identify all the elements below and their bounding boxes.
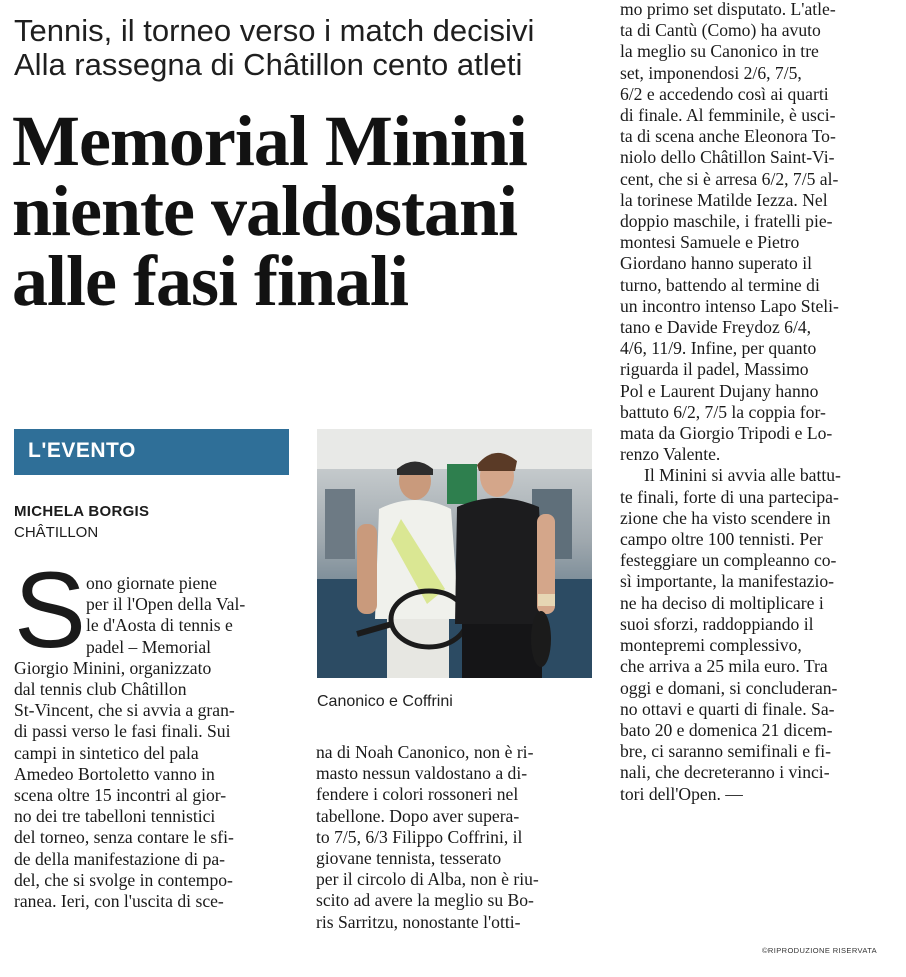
text-line: scito ad avere la meglio su Bo- — [316, 890, 534, 911]
text-line: ta di scena anche Eleonora To- — [620, 126, 836, 147]
text-line: tano e Davide Freydoz 6/4, — [620, 317, 812, 338]
text-line: le d'Aosta di tennis e — [86, 615, 233, 636]
text-line: un incontro intenso Lapo Steli- — [620, 295, 839, 316]
text-line: masto nessun valdostano a di- — [316, 763, 528, 784]
text-line: del, che si svolge in contempo- — [14, 869, 233, 890]
text-line: no dei tre tabelloni tennistici — [14, 806, 216, 827]
article-column-1 — [14, 573, 289, 912]
headline — [12, 101, 602, 321]
text-line: ranea. Ieri, con l'uscita di sce- — [14, 891, 224, 912]
text-line: ono giornate piene — [86, 573, 217, 593]
text-line: Pol e Laurent Dujany hanno — [620, 380, 819, 401]
dateline: CHÂTILLON — [14, 524, 99, 541]
text-line: zione che ha visto scendere in — [620, 507, 831, 528]
text-line: bato 20 e domenica 21 dicem- — [620, 719, 833, 740]
text-line: ta di Cantù (Como) ha avuto — [620, 20, 821, 41]
text-line: campo oltre 100 tennisti. Per — [620, 529, 823, 550]
text-line: campi in sintetico del pala — [14, 742, 199, 763]
text-line: ne ha deciso di moltiplicare i — [620, 592, 824, 613]
text-line: di finale. Al femminile, è usci- — [620, 105, 836, 126]
text-line: per il l'Open della Val- — [86, 594, 246, 615]
text-line: suoi sforzi, raddoppiando il — [620, 613, 814, 634]
headline-line: niente valdostani — [12, 171, 518, 251]
text-line: nali, che decreteranno i vinci- — [620, 762, 830, 783]
text-line: 4/6, 11/9. Infine, per quanto — [620, 338, 817, 359]
text-line: di passi verso le fasi finali. Sui — [14, 721, 231, 742]
text-line: Amedeo Bortoletto vanno in — [14, 763, 215, 784]
rubric-label: L'EVENTO — [28, 439, 136, 462]
text-line: montepremi complessivo, — [620, 635, 802, 656]
text-line: de della manifestazione di pa- — [14, 848, 226, 869]
photo-caption: Canonico e Coffrini — [317, 693, 453, 710]
text-line: renzo Valente. — [620, 444, 721, 465]
text-line: na di Noah Canonico, non è ri- — [316, 742, 534, 762]
copyright-notice: ©RIPRODUZIONE RISERVATA — [762, 946, 878, 955]
text-line: mo primo set disputato. L'atle- — [620, 0, 836, 19]
text-line: del torneo, senza contare le sfi- — [14, 827, 234, 848]
text-line: niolo dello Châtillon Saint-Vi- — [620, 147, 835, 168]
text-line: sì importante, la manifestazio- — [620, 571, 834, 592]
text-line: to 7/5, 6/3 Filippo Coffrini, il — [316, 826, 523, 847]
photo-illustration — [317, 429, 592, 678]
text-line: bre, ci saranno semifinali e fi- — [620, 741, 832, 762]
text-line: Giorgio Minini, organizzato — [14, 657, 212, 678]
text-line: Il Minini si avvia alle battu- — [644, 465, 841, 486]
byline — [14, 501, 149, 543]
article-column-3 — [620, 0, 900, 805]
kicker-line: Alla rassegna di Châtillon cento atleti — [14, 47, 523, 82]
text-line: turno, battendo al termine di — [620, 274, 820, 295]
text-line: Giordano hanno superato il — [620, 253, 813, 274]
headline-line: Memorial Minini — [12, 101, 527, 181]
text-line: dal tennis club Châtillon — [14, 679, 187, 700]
text-line: te finali, forte di una partecipa- — [620, 486, 839, 507]
text-line: 6/2 e accedendo così ai quarti — [620, 83, 829, 104]
text-line: giovane tennista, tesserato — [316, 848, 502, 869]
text-line: per il circolo di Alba, non è riu- — [316, 869, 539, 890]
text-line: tabellone. Dopo aver supera- — [316, 805, 520, 826]
text-line: ris Sarritzu, nonostante l'otti- — [316, 911, 521, 932]
text-line: set, imponendosi 2/6, 7/5, — [620, 62, 802, 83]
text-line: la meglio su Canonico in tre — [620, 41, 819, 62]
article-column-2 — [316, 742, 593, 933]
text-line: cent, che si è arresa 6/2, 7/5 al- — [620, 168, 839, 189]
author-name: MICHELA BORGIS — [14, 503, 150, 520]
text-line: montesi Samuele e Pietro — [620, 232, 800, 253]
text-line: mata da Giorgio Tripodi e Lo- — [620, 423, 833, 444]
headline-line: alle fasi finali — [12, 241, 408, 321]
section-rubric — [14, 429, 289, 475]
text-line: festeggiare un compleanno co- — [620, 550, 837, 571]
text-line: battuto 6/2, 7/5 la coppia for- — [620, 401, 826, 422]
text-line: St-Vincent, che si avvia a gran- — [14, 700, 235, 721]
article-photo — [317, 429, 592, 678]
text-line: oggi e domani, si concluderan- — [620, 677, 838, 698]
text-line: padel – Memorial — [86, 636, 212, 657]
text-line: fendere i colori rossoneri nel — [316, 784, 519, 805]
text-line: la torinese Matilde Iezza. Nel — [620, 189, 828, 210]
text-line: che arriva a 25 mila euro. Tra — [620, 656, 828, 677]
text-line: tori dell'Open. — — [620, 783, 743, 804]
text-line: no ottavi e quarti di finale. Sa- — [620, 698, 835, 719]
kicker-line: Tennis, il torneo verso i match decisivi — [14, 13, 535, 48]
kicker — [14, 14, 594, 82]
text-line: riguarda il padel, Massimo — [620, 359, 809, 380]
text-line: doppio maschile, i fratelli pie- — [620, 211, 833, 232]
text-line: scena oltre 15 incontri al gior- — [14, 785, 227, 806]
drop-cap: S — [14, 549, 87, 670]
